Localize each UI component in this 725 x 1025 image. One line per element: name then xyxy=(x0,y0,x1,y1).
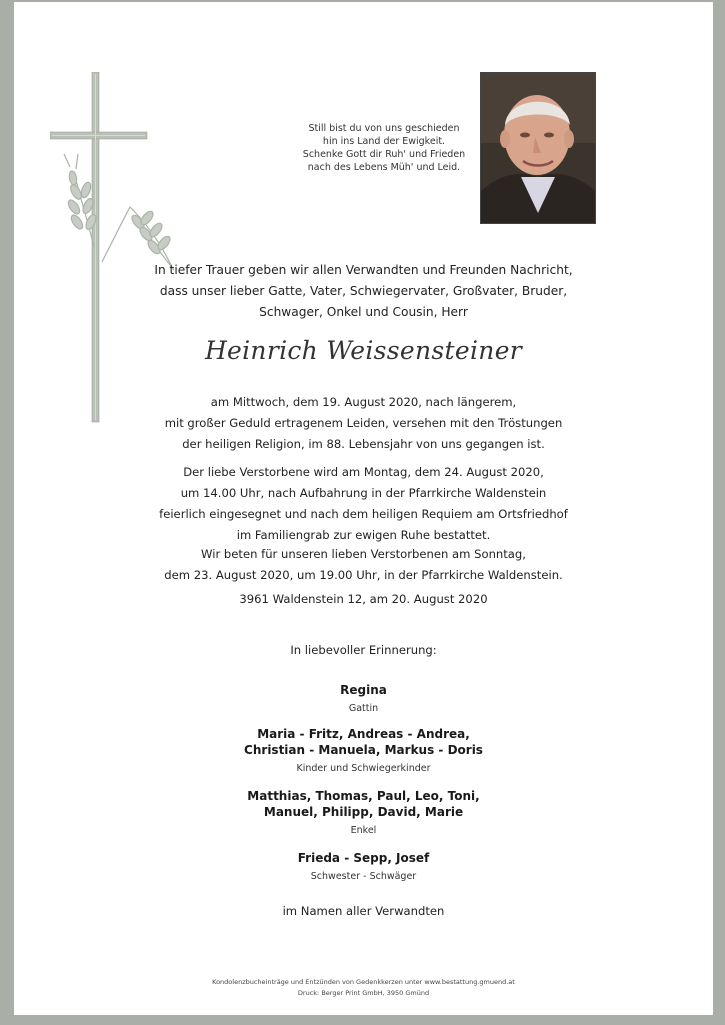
cross-with-wheat-icon xyxy=(50,72,185,432)
memory-heading: In liebevoller Erinnerung: xyxy=(290,643,437,657)
paragraph-line: feierlich eingesegnet und nach dem heiligen Requiem am Ortsfriedhof xyxy=(159,507,568,521)
place-and-date: 3961 Waldenstein 12, am 20. August 2020 xyxy=(239,592,488,606)
mourner-names: Regina xyxy=(340,683,387,697)
mourner-relation: Schwester - Schwäger xyxy=(310,871,417,882)
death-notice-paragraph xyxy=(14,392,713,455)
mourner-group xyxy=(14,682,713,717)
mourner-group xyxy=(14,850,713,885)
mourner-names: Matthias, Thomas, Paul, Leo, Toni, xyxy=(247,789,480,803)
paragraph-line: mit großer Geduld ertragenem Leiden, versehen mit den Tröstungen xyxy=(164,416,563,430)
paragraph-line: im Familiengrab zur ewigen Ruhe bestattet. xyxy=(236,528,491,542)
intro-line: dass unser lieber Gatte, Vater, Schwiegervater, Großvater, Bruder, xyxy=(159,284,568,298)
footer xyxy=(14,977,713,999)
intro-text xyxy=(14,260,713,323)
paragraph-line: Wir beten für unseren lieben Verstorbenen am Sonntag, xyxy=(201,547,526,561)
mourner-names: Maria - Fritz, Andreas - Andrea, xyxy=(257,727,470,741)
portrait-illustration xyxy=(481,73,595,223)
paragraph-line: am Mittwoch, dem 19. August 2020, nach längerem, xyxy=(210,395,517,409)
paragraph-line: um 14.00 Uhr, nach Aufbahrung in der Pfarrkirche Waldenstein xyxy=(180,486,547,500)
mourner-relation: Kinder und Schwiegerkinder xyxy=(296,763,431,774)
funeral-details-paragraph xyxy=(14,462,713,546)
poem-line: Schenke Gott dir Ruh' und Frieden xyxy=(302,149,466,160)
portrait-photo xyxy=(480,72,596,224)
poem-line: Still bist du von uns geschieden xyxy=(308,123,460,134)
footer-line: Druck: Berger Print GmbH, 3950 Gmünd xyxy=(297,989,430,997)
intro-line: Schwager, Onkel und Cousin, Herr xyxy=(259,305,468,319)
mourner-relation: Gattin xyxy=(348,703,379,714)
mourner-group xyxy=(14,726,713,777)
mourner-names: Frieda - Sepp, Josef xyxy=(297,851,430,865)
memorial-poem xyxy=(269,122,499,174)
mourner-relation: Enkel xyxy=(350,825,377,836)
paragraph-line: der heiligen Religion, im 88. Lebensjahr von uns gegangen ist. xyxy=(182,437,545,451)
intro-line: In tiefer Trauer geben wir allen Verwandten und Freunden Nachricht, xyxy=(154,263,573,277)
mourner-group xyxy=(14,788,713,839)
poem-line: nach des Lebens Müh' und Leid. xyxy=(307,162,461,173)
deceased-name: Heinrich Weissensteiner xyxy=(204,336,523,365)
mourner-names: Manuel, Philipp, David, Marie xyxy=(263,805,464,819)
footer-line: Kondolenzbucheinträge und Entzünden von Gedenkkerzen unter www.bestattung.gmuend.at xyxy=(212,978,515,986)
closing-text: im Namen aller Verwandten xyxy=(282,904,445,918)
paragraph-line: dem 23. August 2020, um 19.00 Uhr, in der Pfarrkirche Waldenstein. xyxy=(164,568,563,582)
poem-line: hin ins Land der Ewigkeit. xyxy=(322,136,446,147)
paragraph-line: Der liebe Verstorbene wird am Montag, dem 24. August 2020, xyxy=(183,465,544,479)
mourner-names: Christian - Manuela, Markus - Doris xyxy=(244,743,483,757)
prayer-paragraph xyxy=(14,544,713,586)
